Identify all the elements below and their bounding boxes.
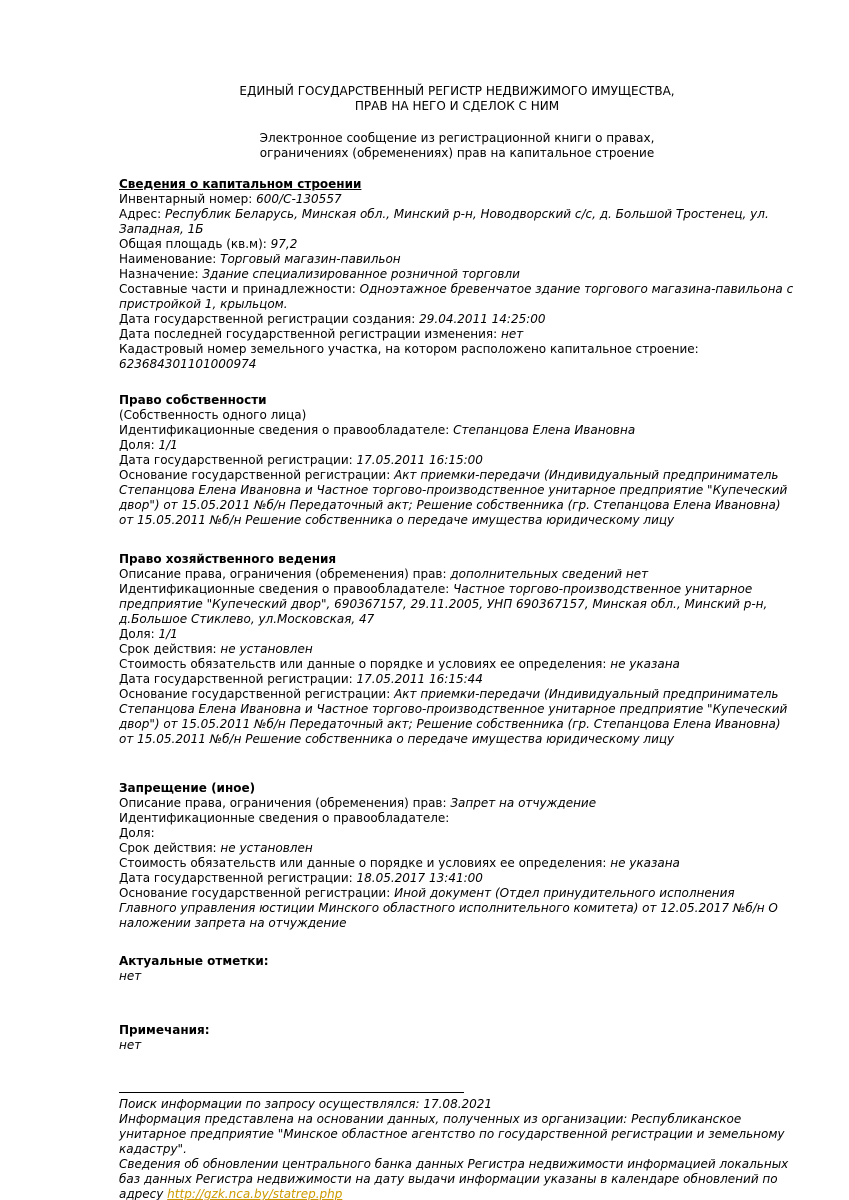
field-line [119,327,795,342]
field-label: Основание государственной регистрации: [119,687,395,701]
field-label: Дата государственной регистрации: [119,871,357,885]
field-label: Идентификационные сведения о правообладателе: [119,423,454,437]
field-value: Степанцова Елена Ивановна [453,423,636,437]
field-label: Стоимость обязательств или данные о порядке и условиях ее определения: [119,856,611,870]
field-label: Адрес: [119,207,165,221]
section-notes [119,1023,795,1053]
field-value: 1/1 [158,438,178,452]
field-value: Акт приемки-передачи (Индивидуальный предприниматель Степанцова Елена Ивановна и Частное торгово-производственное унитарное предприятие "Купеческий двор") от 15.05.2011 №б/н Передаточный акт; Решение собственника (гр. Степанцова Елена Ивановна) от 15.05.2011 №б/н Решение собственника о передаче имущества юридическому лицу [119,468,788,527]
field-label: Основание государственной регистрации: [119,468,395,482]
document-title-line2: ПРАВ НА НЕГО И СДЕЛОК С НИМ [354,99,560,113]
field-line [119,468,795,528]
field-line [119,252,795,267]
field-line [119,342,795,372]
field-line [119,237,795,252]
field-value: 17.05.2011 16:15:00 [356,453,483,467]
document-subtitle-line1: Электронное сообщение из регистрационной книги о правах, [259,131,655,145]
field-line [119,312,795,327]
field-label: Дата государственной регистрации создания: [119,312,420,326]
field-value: 97,2 [270,237,298,251]
statrep-link[interactable]: http://gzk.nca.by/statrep.php [167,1187,343,1200]
field-line [119,423,795,438]
field-label: Срок действия: [119,841,221,855]
field-line [119,282,795,312]
field-label: Инвентарный номер: [119,192,257,206]
field-value: 623684301101000974 [119,357,257,371]
field-label: Стоимость обязательств или данные о порядке и условиях ее определения: [119,657,611,671]
field-value: Здание специализированное розничной торговли [202,267,520,281]
footer-update-note-text: Сведения об обновлении центрального банка данных Регистра недвижимости информацией локальных баз данных Регистра недвижимости на дату выдачи информации указаны в календаре обновлений по адресу [119,1157,789,1200]
field-value: Одноэтажное бревенчатое здание торгового магазина-павильона с пристройкой 1, крыльцом. [119,282,794,311]
field-line [119,841,795,856]
field-line [119,796,795,811]
field-line [119,871,795,886]
field-line [119,438,795,453]
field-value: нет [119,969,142,983]
field-line [119,672,795,687]
field-value: не указана [610,856,680,870]
field-line [119,267,795,282]
sections [119,177,795,1053]
field-value: нет [119,1038,142,1052]
section-title: Сведения о капитальном строении [119,177,362,191]
field-line [119,207,795,237]
footer-source-organization: Информация представлена на основании данных, полученных из организации: Республиканское унитарное предприятие "Минское областное агентство по государственной регистрации и земельному кадастру". [119,1112,785,1156]
field-value: 600/С-130557 [256,192,342,206]
field-line [119,1038,795,1053]
field-line [119,582,795,627]
field-value: не установлен [220,841,313,855]
document-subtitle-line2: ограничениях (обременениях) прав на капитальное строение [259,146,655,160]
field-line [119,687,795,747]
field-line [119,657,795,672]
document-subtitle [119,131,795,161]
field-label: Идентификационные сведения о правообладателе: [119,811,450,825]
section-title: Запрещение (иное) [119,781,256,795]
field-label: Доля: [119,627,159,641]
field-line [119,886,795,931]
field-label: Описание права, ограничения (обременения) прав: [119,567,451,581]
field-value: Торговый магазин-павильон [220,252,401,266]
field-value: Акт приемки-передачи (Индивидуальный предприниматель Степанцова Елена Ивановна и Частное торгово-производственное унитарное предприятие "Купеческий двор") от 15.05.2011 №б/н Передаточный акт; Решение собственника (гр. Степанцова Елена Ивановна) от 15.05.2011 №б/н Решение собственника о передаче имущества юридическому лицу [119,687,788,746]
field-label: Наименование: [119,252,221,266]
field-label: Составные части и принадлежности: [119,282,360,296]
field-value: 29.04.2011 14:25:00 [419,312,546,326]
field-line [119,627,795,642]
field-label: Идентификационные сведения о правообладателе: [119,582,454,596]
field-label: Основание государственной регистрации: [119,886,395,900]
document-title-line1: ЕДИНЫЙ ГОСУДАРСТВЕННЫЙ РЕГИСТР НЕДВИЖИМОГО ИМУЩЕСТВА, [239,84,675,98]
field-value: 17.05.2011 16:15:44 [356,672,483,686]
field-value: Иной документ (Отдел принудительного исполнения Главного управления юстиции Минского областного исполнительного комитета) от 12.05.2017 №б/н О наложении запрета на отчуждение [119,886,778,930]
section-note: (Собственность одного лица) [119,408,307,422]
field-line [119,567,795,582]
section-economic-management [119,552,795,747]
field-line [119,811,795,826]
field-label: Доля: [119,438,159,452]
field-label: Кадастровый номер земельного участка, на котором расположено капитальное строение: [119,342,699,356]
section-title: Примечания: [119,1023,210,1037]
section-ownership [119,393,795,528]
field-line [119,969,795,984]
section-current-marks [119,954,795,984]
field-label: Дата государственной регистрации: [119,453,357,467]
field-value: Республик Беларусь, Минская обл., Минский р-н, Новодворский с/с, д. Большой Тростенец, ул. Западная, 1Б [119,207,769,236]
field-label: Общая площадь (кв.м): [119,237,271,251]
field-label: Дата последней государственной регистрации изменения: [119,327,501,341]
section-capital-structure [119,177,795,372]
section-title: Право собственности [119,393,267,407]
field-label: Срок действия: [119,642,221,656]
footer [119,1092,795,1200]
field-value: не установлен [220,642,313,656]
field-value: дополнительных сведений нет [450,567,649,581]
section-title: Актуальные отметки: [119,954,269,968]
section-prohibition [119,781,795,931]
field-value: Запрет на отчуждение [450,796,597,810]
field-label: Назначение: [119,267,203,281]
divider-line [119,1092,464,1093]
field-label: Описание права, ограничения (обременения) прав: [119,796,451,810]
field-label: Доля: [119,826,155,840]
document-header [119,84,795,161]
section-title: Право хозяйственного ведения [119,552,337,566]
field-value: нет [500,327,524,341]
field-line [119,192,795,207]
field-line [119,642,795,657]
footer-search-date: Поиск информации по запросу осуществлялся: 17.08.2021 [119,1097,493,1111]
field-line [119,453,795,468]
field-value: не указана [610,657,680,671]
field-value: Частное торгово-производственное унитарное предприятие "Купеческий двор", 690367157, 29.11.2005, УНП 690367157, Минская обл., Минский р-н, д.Большое Стиклево, ул.Московская, 47 [119,582,768,626]
field-line [119,856,795,871]
field-label: Дата государственной регистрации: [119,672,357,686]
footer-update-note [119,1157,795,1200]
field-value: 18.05.2017 13:41:00 [356,871,483,885]
field-line [119,826,795,841]
field-value: 1/1 [158,627,178,641]
